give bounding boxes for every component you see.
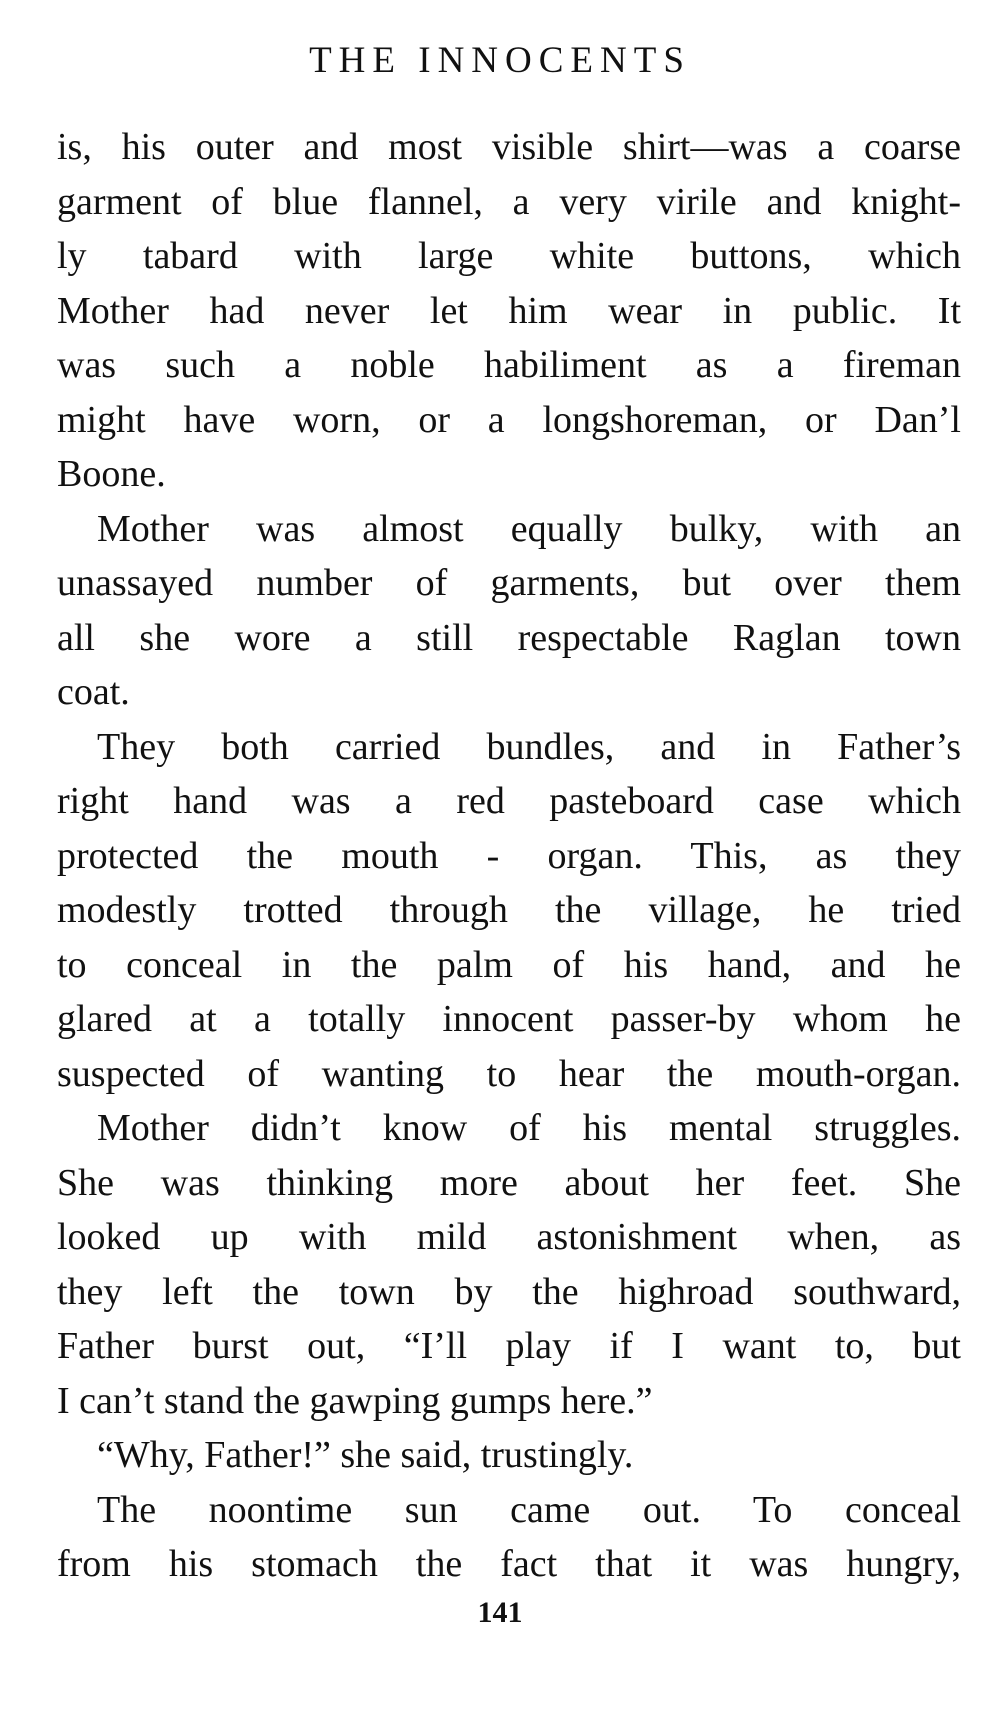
page-number: 141	[477, 1596, 523, 1629]
text-line: glared at a totally innocent passer-by whom he	[57, 998, 961, 1040]
text-line: She was thinking more about her feet. She	[57, 1161, 961, 1204]
text-line: garment of blue flannel, a very virile and knight-	[57, 180, 961, 223]
text-line: Mother had never let him wear in public. It	[57, 289, 961, 332]
text-line: I can’t stand the gawping gumps here.”	[57, 1379, 653, 1422]
text-line: ly tabard with large white buttons, which	[57, 235, 961, 277]
text-line: modestly trotted through the village, he tried	[57, 889, 961, 931]
text-line: unassayed number of garments, but over them	[57, 562, 961, 604]
running-head: THE INNOCENTS	[309, 40, 691, 81]
text-line: they left the town by the highroad southward,	[57, 1270, 961, 1313]
text-line: from his stomach the fact that it was hungry,	[57, 1543, 961, 1585]
text-line: right hand was a red pasteboard case which	[57, 780, 961, 822]
text-line: all she wore a still respectable Raglan town	[57, 616, 961, 659]
text-line: was such a noble habiliment as a fireman	[57, 344, 961, 386]
text-line: looked up with mild astonishment when, as	[57, 1216, 961, 1258]
text-line: The noontime sun came out. To conceal	[97, 1488, 961, 1531]
text-line: to conceal in the palm of his hand, and he	[57, 943, 961, 986]
text-line: might have worn, or a longshoreman, or Dan’l	[57, 398, 961, 441]
body-text	[57, 120, 961, 1592]
text-line: Father burst out, “I’ll play if I want to, but	[57, 1325, 961, 1367]
text-line: Mother didn’t know of his mental struggles.	[97, 1107, 961, 1149]
text-line: coat.	[57, 671, 130, 713]
text-line: They both carried bundles, and in Father’s	[97, 725, 961, 768]
text-line: suspected of wanting to hear the mouth-organ.	[57, 1052, 961, 1095]
text-line: is, his outer and most visible shirt—was a coarse	[57, 126, 961, 168]
text-line: protected the mouth - organ. This, as they	[57, 834, 961, 877]
text-line: Boone.	[57, 453, 166, 495]
text-line: “Why, Father!” she said, trustingly.	[97, 1434, 634, 1476]
text-line: Mother was almost equally bulky, with an	[97, 507, 961, 550]
